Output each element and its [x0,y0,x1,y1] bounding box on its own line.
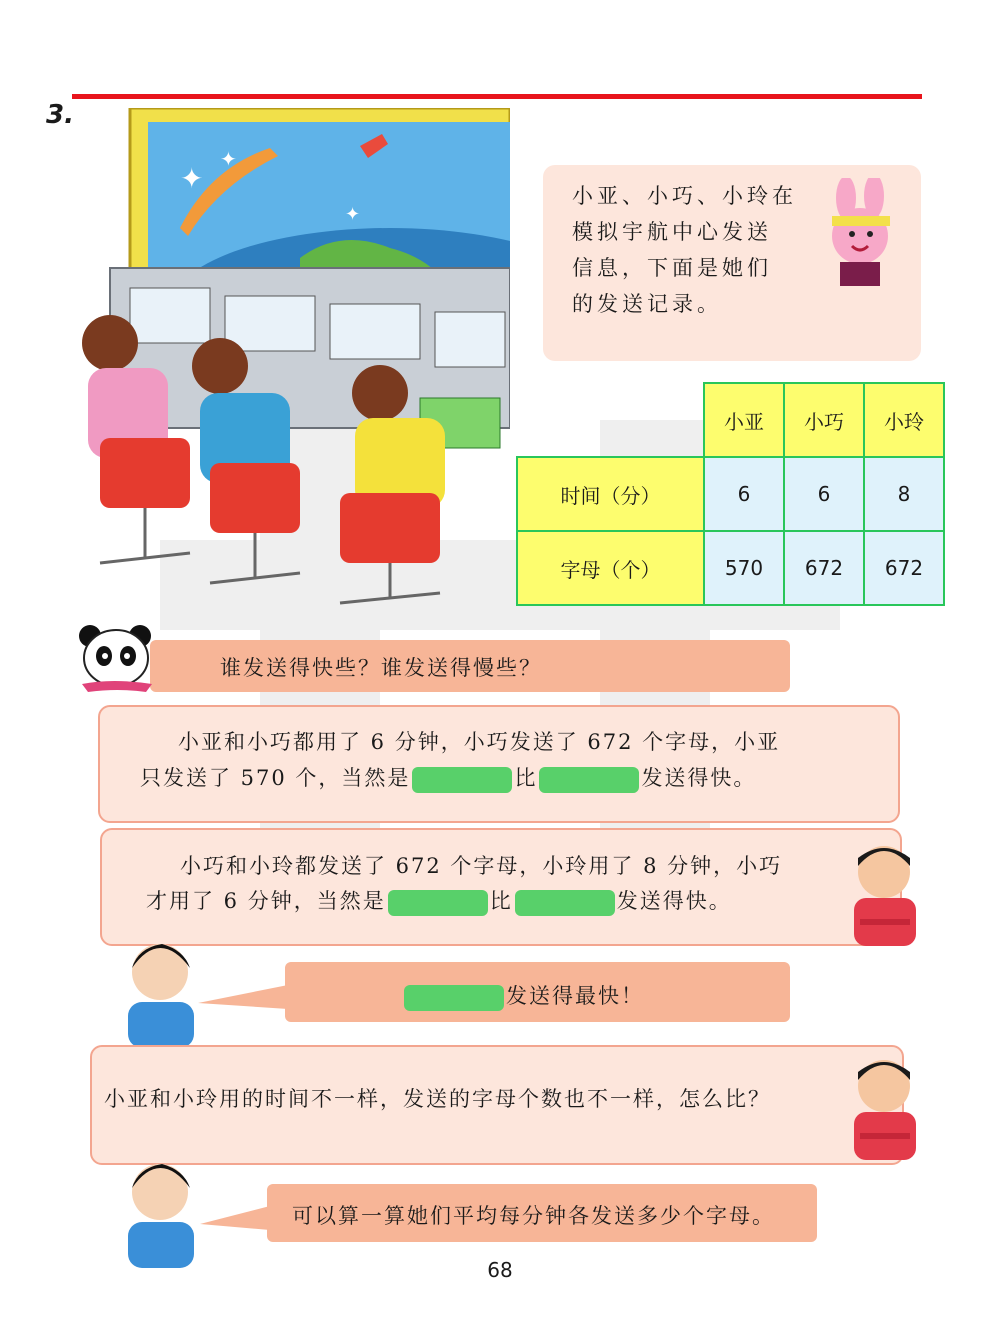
box2-text-c: 发送得快。 [616,889,732,913]
table-cell: 570 [704,531,784,605]
speech-pointer [200,1206,270,1230]
panda-character [74,622,160,694]
box2-text-a: 才用了 6 分钟，当然是 [146,889,386,913]
box2-line2 [146,885,732,916]
panda-question-text: 谁发送得快些？谁发送得慢些？ [220,656,542,680]
intro-line: 小亚、小巧、小玲在 [572,184,797,208]
box1-text-b: 比 [514,766,538,790]
box4-text: 小亚和小玲用的时间不一样，发送的字母个数也不一样，怎么比？ [104,1087,771,1111]
svg-text:✦: ✦ [180,162,204,195]
speech-pointer [198,985,288,1009]
fastest-suffix: 发送得最快！ [506,984,644,1008]
table-cell: 672 [864,531,944,605]
bunny-character [818,178,908,288]
box1-text-c: 发送得快。 [641,766,757,790]
boy-character [846,842,924,946]
fastest-line [402,980,644,1011]
row-label: 字母（个） [517,531,704,605]
answer-blank[interactable] [404,985,504,1011]
svg-text:✦: ✦ [220,147,237,171]
box1-text-a: 只发送了 570 个，当然是 [140,766,411,790]
box2-text-b: 比 [489,889,513,913]
answer-blank[interactable] [515,890,615,916]
send-record-table [516,382,945,606]
page-number: 68 [487,1258,513,1282]
svg-text:✦: ✦ [345,204,361,225]
girl-character [116,938,206,1048]
box2-line1: 小巧和小玲都发送了 672 个字母，小玲用了 8 分钟，小巧 [180,854,783,878]
table-cell: 672 [784,531,864,605]
intro-line: 模拟宇航中心发送 [572,220,772,244]
box1-line2 [140,762,756,793]
girl-character [116,1158,206,1268]
answer-blank[interactable] [539,767,639,793]
mission-control-illustration [60,108,510,608]
top-red-rule [72,94,922,99]
intro-line: 信息，下面是她们 [572,256,772,280]
table-cell: 6 [784,457,864,531]
col-header: 小巧 [784,383,864,457]
row-label: 时间（分） [517,457,704,531]
question-number: 3. [46,100,74,130]
table-cell: 6 [704,457,784,531]
table-cell: 8 [864,457,944,531]
boy-character [846,1056,924,1160]
final-speech-text: 可以算一算她们平均每分钟各发送多少个字母。 [292,1204,775,1228]
answer-blank[interactable] [412,767,512,793]
answer-blank[interactable] [388,890,488,916]
intro-line: 的发送记录。 [572,292,722,316]
intro-text [572,178,802,322]
col-header: 小玲 [864,383,944,457]
box1-line1: 小亚和小巧都用了 6 分钟，小巧发送了 672 个字母，小亚 [178,730,781,754]
col-header: 小亚 [704,383,784,457]
